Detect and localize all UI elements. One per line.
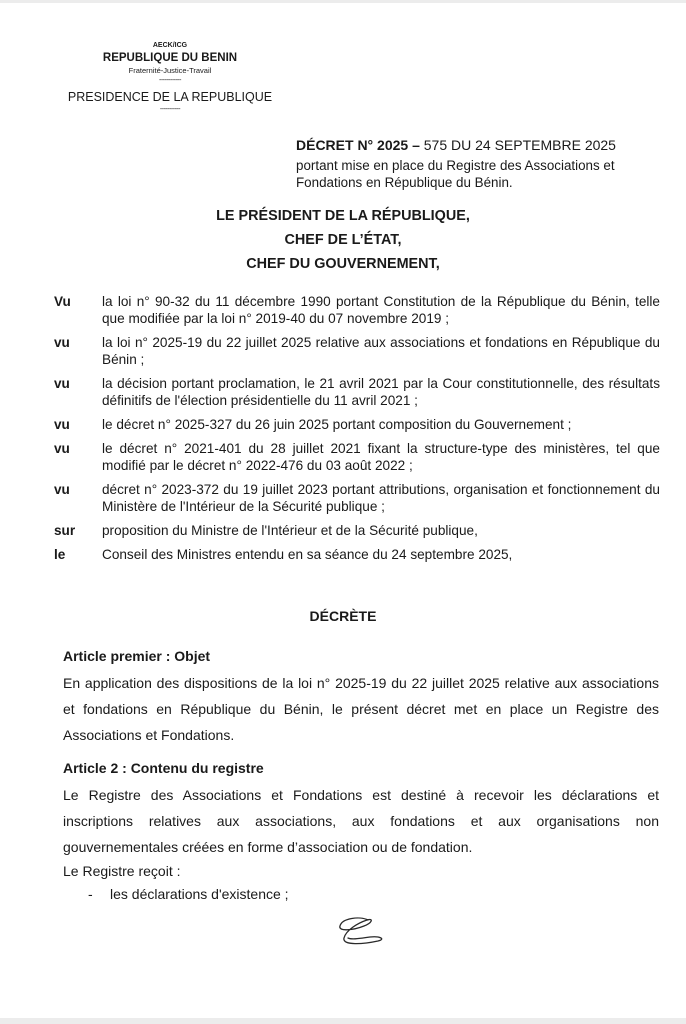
article-2 xyxy=(63,758,659,906)
considerant-item xyxy=(50,522,660,539)
considerant-text: le décret n° 2025-327 du 26 juin 2025 portant composition du Gouvernement ; xyxy=(102,417,572,432)
list-item xyxy=(63,882,659,906)
considerant-text: proposition du Ministre de l'Intérieur et de la Sécurité publique, xyxy=(102,523,478,538)
considerant-item xyxy=(50,334,660,368)
article-title: Article premier : Objet xyxy=(63,648,211,664)
considerant-label: vu xyxy=(54,376,70,391)
issuing-authority xyxy=(0,204,686,276)
considerant-label: vu xyxy=(54,441,70,456)
list-item-text: les déclarations d'existence ; xyxy=(110,886,289,902)
separator: ----------- xyxy=(159,106,181,113)
authority-line: CHEF DU GOUVERNEMENT, xyxy=(246,256,440,272)
article-title: Article 2 : Contenu du registre xyxy=(63,760,264,776)
considerant-item xyxy=(50,375,660,409)
considerant-label: sur xyxy=(54,523,76,538)
decree-subject: portant mise en place du Registre des Associations et Fondations en République du Bénin. xyxy=(296,158,615,190)
considerant-item xyxy=(50,481,660,515)
considerant-text: le décret n° 2021-401 du 28 juillet 2021 fixant la structure-type des ministères, tel que modifié par le décret n° 2022-476 du 03 août 2022 ; xyxy=(102,441,660,473)
decree-number-bold: DÉCRET N° 2025 – xyxy=(296,137,420,153)
decree-date: 575 DU 24 SEPTEMBRE 2025 xyxy=(419,137,616,153)
page-bottom-edge xyxy=(0,1018,686,1024)
authority-line: LE PRÉSIDENT DE LA RÉPUBLIQUE, xyxy=(216,208,470,224)
decrete-heading: DÉCRÈTE xyxy=(309,608,377,624)
considerant-label: vu xyxy=(54,417,70,432)
presidency-name: PRESIDENCE DE LA REPUBLIQUE xyxy=(67,90,273,104)
authority-line: CHEF DE L’ÉTAT, xyxy=(284,232,402,248)
article-body: En application des dispositions de la loi n° 2025-19 du 22 juillet 2025 relative aux associations et fondations en République du Bénin, le présent décret met en place un Registre des Associations et Fondations. xyxy=(63,675,659,743)
article-1 xyxy=(63,646,659,748)
national-motto: Fraternité-Justice-Travail xyxy=(128,66,212,75)
considerant-text: la décision portant proclamation, le 21 avril 2021 par la Cour constitutionnelle, des résultats définitifs de l'élection présidentielle du 11 avril 2021 ; xyxy=(102,376,660,408)
considerant-item xyxy=(50,440,660,474)
considerants-list xyxy=(50,293,660,570)
letterhead xyxy=(60,40,280,114)
considerant-label: vu xyxy=(54,335,70,350)
list-bullet: - xyxy=(88,886,93,902)
page-top-edge xyxy=(0,0,686,3)
considerant-text: la loi n° 90-32 du 11 décembre 1990 portant Constitution de la République du Bénin, telle que modifiée par la loi n° 2019-40 du 07 novembre 2019 ; xyxy=(102,294,660,326)
article-body: Le Registre des Associations et Fondations est destiné à recevoir les déclarations et inscriptions relatives aux associations, aux fondations et aux organisations non gouvernementales créées en forme d’association ou de fondation. xyxy=(63,787,659,855)
considerant-label: Vu xyxy=(54,294,71,309)
considerant-label: vu xyxy=(54,482,70,497)
article-list-intro: Le Registre reçoit : xyxy=(63,863,181,879)
considerant-item xyxy=(50,416,660,433)
decree-number xyxy=(296,136,656,154)
considerant-text: décret n° 2023-372 du 19 juillet 2023 portant attributions, organisation et fonctionnement du Ministère de l'Intérieur de la Sécurité publique ; xyxy=(102,482,660,514)
articles-section xyxy=(63,646,659,916)
reference-code: AECK/ICG xyxy=(152,42,188,49)
separator: ------------ xyxy=(159,77,181,84)
decree-title-block xyxy=(296,136,656,191)
considerant-text: Conseil des Ministres entendu en sa séance du 24 septembre 2025, xyxy=(102,547,513,562)
signature-initial-icon xyxy=(334,914,386,950)
considerant-label: le xyxy=(54,547,66,562)
article-list xyxy=(63,882,659,906)
considerant-item xyxy=(50,546,660,563)
republic-name: REPUBLIQUE DU BENIN xyxy=(102,52,238,64)
considerant-item xyxy=(50,293,660,327)
considerant-text: la loi n° 2025-19 du 22 juillet 2025 relative aux associations et fondations en République du Bénin ; xyxy=(102,335,660,367)
